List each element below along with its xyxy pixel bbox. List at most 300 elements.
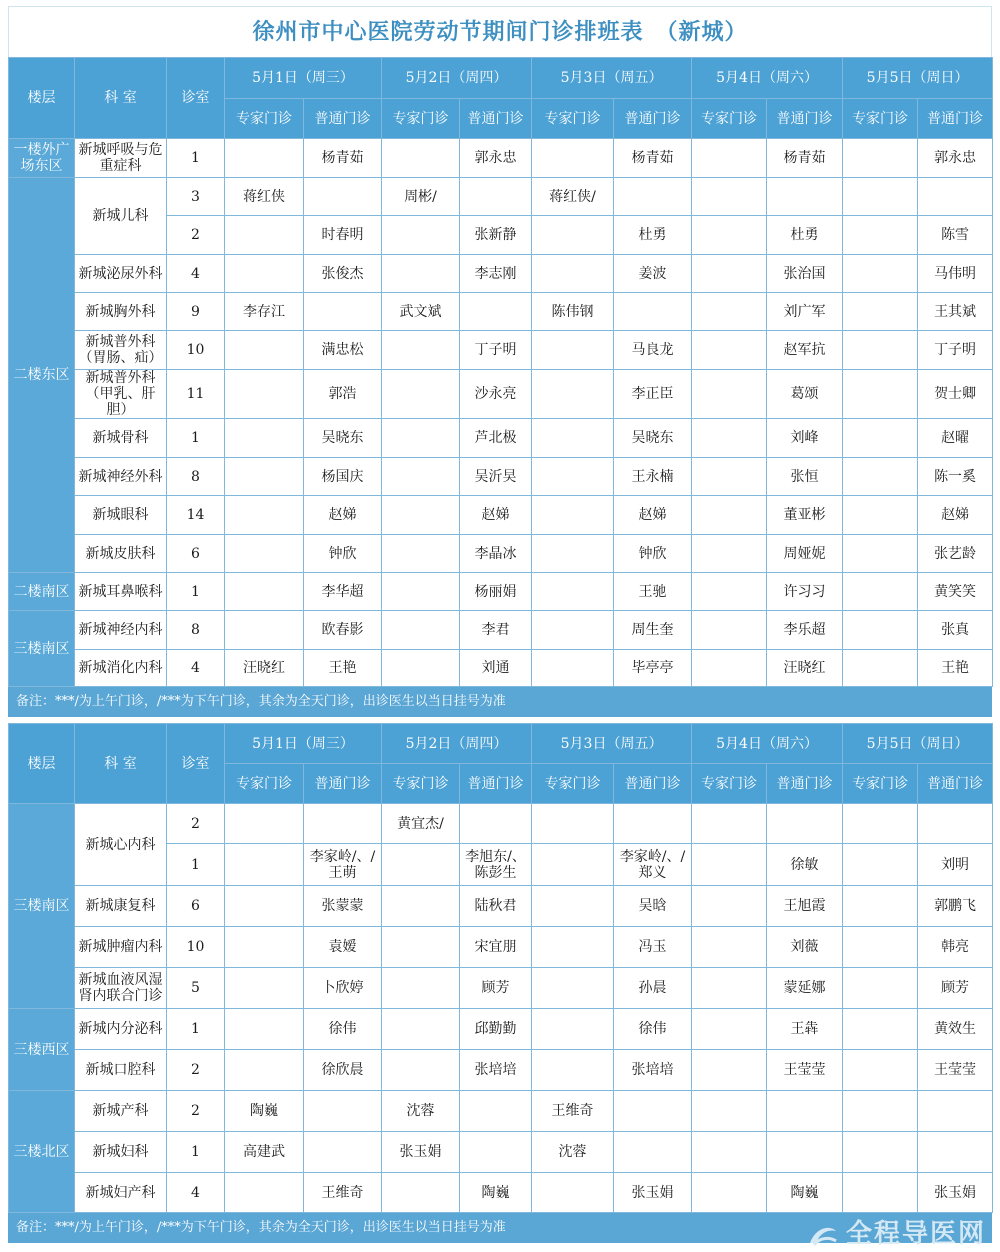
room-number: 4: [167, 255, 225, 293]
schedule-cell: 徐伟: [614, 1009, 692, 1050]
header-expert: 专家门诊: [843, 764, 918, 804]
schedule-cell: [692, 1009, 767, 1050]
dept-name: 新城内分泌科: [75, 1009, 167, 1050]
room-number: 1: [167, 1132, 225, 1173]
header-room: 诊室: [167, 724, 225, 804]
schedule-cell: 李家岭/、/王萌: [304, 844, 382, 886]
schedule-cell: [225, 496, 304, 535]
schedule-cell: 杜勇: [767, 216, 843, 255]
schedule-cell: 汪晓红: [225, 650, 304, 687]
header-floor: 楼层: [9, 58, 75, 139]
schedule-cell: [225, 370, 304, 419]
schedule-cell: [532, 927, 614, 968]
schedule-cell: 杨丽娟: [460, 573, 532, 611]
schedule-cell: [532, 968, 614, 1009]
header-day: 5月3日（周五）: [532, 724, 692, 764]
dept-name: 新城妇科: [75, 1132, 167, 1173]
table-row: [9, 573, 993, 611]
schedule-cell: 王维奇: [304, 1173, 382, 1213]
schedule-cell: 王旭霞: [767, 886, 843, 927]
schedule-cell: 孙晨: [614, 968, 692, 1009]
room-number: 6: [167, 886, 225, 927]
schedule-cell: 陈一奚: [918, 458, 993, 496]
header-row: [9, 724, 993, 764]
header-dept: 科 室: [75, 724, 167, 804]
schedule-cell: [692, 370, 767, 419]
table-row: [9, 496, 993, 535]
schedule-cell: 钟欣: [304, 535, 382, 573]
schedule-cell: 冯玉: [614, 927, 692, 968]
room-number: 8: [167, 611, 225, 650]
schedule-cell: 刘通: [460, 650, 532, 687]
schedule-cell: [225, 968, 304, 1009]
room-number: 2: [167, 216, 225, 255]
table-row: [9, 968, 993, 1009]
schedule-cell: [460, 804, 532, 844]
dept-name: 新城肿瘤内科: [75, 927, 167, 968]
schedule-cell: 徐欣晨: [304, 1050, 382, 1091]
room-number: 14: [167, 496, 225, 535]
schedule-cell: [304, 1132, 382, 1173]
schedule-cell: [843, 844, 918, 886]
table-row: [9, 139, 993, 178]
schedule-cell: [843, 611, 918, 650]
schedule-cell: [225, 1050, 304, 1091]
schedule-cell: [692, 927, 767, 968]
schedule-cell: 张蒙蒙: [304, 886, 382, 927]
schedule-cell: [843, 573, 918, 611]
dept-name: 新城产科: [75, 1091, 167, 1132]
schedule-cell: [532, 331, 614, 370]
schedule-cell: 陶巍: [460, 1173, 532, 1213]
schedule-cell: 马良龙: [614, 331, 692, 370]
schedule-cell: [460, 1091, 532, 1132]
schedule-cell: 张恒: [767, 458, 843, 496]
schedule-cell: 王永楠: [614, 458, 692, 496]
header-expert: 专家门诊: [692, 99, 767, 139]
schedule-cell: [843, 216, 918, 255]
room-number: 9: [167, 293, 225, 331]
schedule-cell: [382, 927, 460, 968]
schedule-cell: [918, 804, 993, 844]
schedule-cell: 张培培: [614, 1050, 692, 1091]
table-row: [9, 927, 993, 968]
schedule-cell: 李君: [460, 611, 532, 650]
header-expert: 专家门诊: [843, 99, 918, 139]
schedule-cell: [225, 844, 304, 886]
schedule-cell: [767, 1091, 843, 1132]
room-number: 11: [167, 370, 225, 419]
schedule-cell: [225, 419, 304, 458]
watermark: [806, 1218, 986, 1250]
schedule-cell: 赵曜: [918, 419, 993, 458]
schedule-cell: [532, 1050, 614, 1091]
schedule-cell: [225, 804, 304, 844]
schedule-cell: [692, 1050, 767, 1091]
schedule-cell: [843, 419, 918, 458]
schedule-cell: [692, 968, 767, 1009]
schedule-cell: [304, 804, 382, 844]
schedule-cell: [843, 1009, 918, 1050]
schedule-cell: 李志刚: [460, 255, 532, 293]
schedule-cell: [614, 1132, 692, 1173]
schedule-cell: [532, 419, 614, 458]
schedule-cell: 宋宜朋: [460, 927, 532, 968]
header-day: 5月2日（周四）: [382, 724, 532, 764]
schedule-cell: [692, 886, 767, 927]
schedule-cell: [843, 535, 918, 573]
schedule-cell: 芦北极: [460, 419, 532, 458]
schedule-cell: [843, 255, 918, 293]
schedule-cell: [843, 968, 918, 1009]
schedule-cell: 毕亭亭: [614, 650, 692, 687]
schedule-cell: 吴沂旲: [460, 458, 532, 496]
room-number: 10: [167, 927, 225, 968]
schedule-cell: 卜欣婷: [304, 968, 382, 1009]
header-general: 普通门诊: [918, 99, 993, 139]
floor-label: 二楼南区: [9, 573, 75, 611]
room-number: 2: [167, 1050, 225, 1091]
room-number: 1: [167, 1009, 225, 1050]
schedule-cell: 马伟明: [918, 255, 993, 293]
floor-label: 三楼西区: [9, 1009, 75, 1091]
room-number: 1: [167, 573, 225, 611]
header-general: 普通门诊: [304, 764, 382, 804]
schedule-cell: [692, 804, 767, 844]
schedule-cell: [382, 458, 460, 496]
floor-label: 一楼外广场东区: [9, 139, 75, 178]
schedule-cell: [382, 886, 460, 927]
schedule-cell: [532, 458, 614, 496]
schedule-cell: 黄宜杰/: [382, 804, 460, 844]
schedule-cell: [692, 611, 767, 650]
schedule-cell: 欧春影: [304, 611, 382, 650]
table-row: [9, 178, 993, 216]
table-row: [9, 255, 993, 293]
schedule-cell: 吴晗: [614, 886, 692, 927]
header-row: [9, 58, 993, 99]
schedule-cell: 董亚彬: [767, 496, 843, 535]
schedule-cell: [382, 496, 460, 535]
header-room: 诊室: [167, 58, 225, 139]
schedule-cell: [225, 535, 304, 573]
schedule-cell: 陈雪: [918, 216, 993, 255]
schedule-cell: [382, 370, 460, 419]
schedule-cell: 李家岭/、/郑义: [614, 844, 692, 886]
schedule-cell: 张玉娟: [918, 1173, 993, 1213]
schedule-cell: 李正臣: [614, 370, 692, 419]
schedule-cell: [692, 293, 767, 331]
schedule-cell: 赵娣: [304, 496, 382, 535]
table-row: [9, 611, 993, 650]
schedule-cell: [692, 139, 767, 178]
header-day: 5月1日（周三）: [225, 724, 382, 764]
schedule-cell: [843, 650, 918, 687]
dept-name: 新城口腔科: [75, 1050, 167, 1091]
dept-name: 新城儿科: [75, 178, 167, 255]
schedule-cell: [382, 1173, 460, 1213]
header-general: 普通门诊: [460, 99, 532, 139]
schedule-cell: [532, 370, 614, 419]
schedule-cell: 王莹莹: [918, 1050, 993, 1091]
schedule-cell: 张培培: [460, 1050, 532, 1091]
schedule-cell: [532, 496, 614, 535]
room-number: 8: [167, 458, 225, 496]
schedule-cell: [225, 886, 304, 927]
schedule-cell: 徐伟: [304, 1009, 382, 1050]
schedule-cell: [225, 611, 304, 650]
schedule-cell: 赵军抗: [767, 331, 843, 370]
schedule-cell: [225, 255, 304, 293]
dept-name: 新城普外科 （甲乳、肝胆）: [75, 370, 167, 419]
header-day: 5月5日（周日）: [843, 58, 993, 99]
schedule-cell: 陶巍: [767, 1173, 843, 1213]
schedule-cell: [614, 178, 692, 216]
watermark-text: 全程导医网: [845, 1219, 986, 1249]
schedule-cell: 时春明: [304, 216, 382, 255]
schedule-cell: 蒋红侠/: [532, 178, 614, 216]
table-row: [9, 804, 993, 844]
schedule-cell: 郭浩: [304, 370, 382, 419]
schedule-cell: 钟欣: [614, 535, 692, 573]
schedule-cell: [460, 178, 532, 216]
room-number: 6: [167, 535, 225, 573]
table-row: [9, 1091, 993, 1132]
schedule-cell: [532, 255, 614, 293]
schedule-cell: [843, 927, 918, 968]
schedule-cell: [692, 419, 767, 458]
header-day: 5月2日（周四）: [382, 58, 532, 99]
header-day: 5月5日（周日）: [843, 724, 993, 764]
page-title: 徐州市中心医院劳动节期间门诊排班表 （新城）: [8, 6, 992, 57]
room-number: 5: [167, 968, 225, 1009]
header-general: 普通门诊: [460, 764, 532, 804]
schedule-cell: [225, 139, 304, 178]
schedule-cell: [382, 611, 460, 650]
schedule-cell: [843, 804, 918, 844]
room-number: 10: [167, 331, 225, 370]
remark-note: 备注：***/为上午门诊，/***为下午门诊，其余为全天门诊，出诊医生以当日挂号为准: [8, 687, 992, 717]
schedule-cell: [918, 1091, 993, 1132]
schedule-cell: [532, 844, 614, 886]
schedule-cell: 周彬/: [382, 178, 460, 216]
schedule-cell: 王其斌: [918, 293, 993, 331]
schedule-cell: 杜勇: [614, 216, 692, 255]
header-day: 5月4日（周六）: [692, 724, 843, 764]
dept-name: 新城泌尿外科: [75, 255, 167, 293]
schedule-cell: 邱勤勤: [460, 1009, 532, 1050]
schedule-cell: [382, 573, 460, 611]
schedule-cell: 张真: [918, 611, 993, 650]
dept-name: 新城神经外科: [75, 458, 167, 496]
floor-label: 三楼南区: [9, 804, 75, 1009]
dept-name: 新城神经内科: [75, 611, 167, 650]
table-row: [9, 1050, 993, 1091]
schedule-cell: 吴晓东: [614, 419, 692, 458]
schedule-cell: 吴晓东: [304, 419, 382, 458]
schedule-table-1: [8, 57, 993, 687]
floor-label: 三楼北区: [9, 1091, 75, 1213]
schedule-cell: [382, 1050, 460, 1091]
schedule-cell: 张治国: [767, 255, 843, 293]
room-number: 4: [167, 1173, 225, 1213]
schedule-cell: [843, 139, 918, 178]
schedule-cell: 沙永亮: [460, 370, 532, 419]
remark-note: 备注：***/为上午门诊，/***为下午门诊，其余为全天门诊，出诊医生以当日挂号为准: [8, 1213, 992, 1243]
schedule-cell: 王莹莹: [767, 1050, 843, 1091]
schedule-cell: [532, 804, 614, 844]
schedule-cell: 赵娣: [918, 496, 993, 535]
dept-name: 新城普外科（胃肠、疝）: [75, 331, 167, 370]
schedule-cell: [614, 804, 692, 844]
schedule-cell: [614, 293, 692, 331]
schedule-cell: 丁子明: [918, 331, 993, 370]
header-general: 普通门诊: [304, 99, 382, 139]
schedule-cell: 汪晓红: [767, 650, 843, 687]
schedule-cell: 陈伟钢: [532, 293, 614, 331]
schedule-cell: [382, 650, 460, 687]
schedule-cell: 刘薇: [767, 927, 843, 968]
schedule-cell: [843, 178, 918, 216]
schedule-cell: [460, 293, 532, 331]
dept-name: 新城呼吸与危重症科: [75, 139, 167, 178]
schedule-cell: [767, 804, 843, 844]
schedule-cell: 沈蓉: [532, 1132, 614, 1173]
schedule-cell: 王犇: [767, 1009, 843, 1050]
schedule-cell: 王维奇: [532, 1091, 614, 1132]
schedule-cell: 郭永忠: [918, 139, 993, 178]
schedule-cell: [843, 331, 918, 370]
dept-name: 新城康复科: [75, 886, 167, 927]
schedule-cell: 蒋红侠: [225, 178, 304, 216]
schedule-cell: 刘广军: [767, 293, 843, 331]
schedule-cell: [692, 255, 767, 293]
schedule-cell: 赵娣: [614, 496, 692, 535]
schedule-cell: [614, 1091, 692, 1132]
schedule-cell: [532, 611, 614, 650]
schedule-cell: 葛颂: [767, 370, 843, 419]
schedule-table-2: [8, 723, 993, 1213]
schedule-cell: [304, 178, 382, 216]
schedule-cell: [843, 458, 918, 496]
schedule-cell: [532, 139, 614, 178]
schedule-cell: 黄笑笑: [918, 573, 993, 611]
schedule-cell: [225, 927, 304, 968]
schedule-cell: [532, 535, 614, 573]
schedule-cell: [225, 216, 304, 255]
header-expert: 专家门诊: [382, 99, 460, 139]
schedule-cell: 刘峰: [767, 419, 843, 458]
schedule-cell: 张俊杰: [304, 255, 382, 293]
schedule-cell: [843, 293, 918, 331]
table-row: [9, 1132, 993, 1173]
schedule-cell: [692, 496, 767, 535]
schedule-cell: 张艺龄: [918, 535, 993, 573]
header-expert: 专家门诊: [692, 764, 767, 804]
header-general: 普通门诊: [918, 764, 993, 804]
schedule-cell: [843, 370, 918, 419]
header-dept: 科 室: [75, 58, 167, 139]
schedule-cell: 李乐超: [767, 611, 843, 650]
schedule-cell: [692, 178, 767, 216]
schedule-cell: [532, 650, 614, 687]
schedule-cell: [532, 886, 614, 927]
schedule-cell: 沈蓉: [382, 1091, 460, 1132]
schedule-cell: 顾芳: [918, 968, 993, 1009]
schedule-cell: [460, 1132, 532, 1173]
dept-name: 新城心内科: [75, 804, 167, 886]
floor-label: 三楼南区: [9, 611, 75, 687]
dept-name: 新城骨科: [75, 419, 167, 458]
schedule-cell: 周生奎: [614, 611, 692, 650]
room-number: 1: [167, 419, 225, 458]
room-number: 2: [167, 1091, 225, 1132]
table-row: [9, 1173, 993, 1213]
schedule-cell: 袁嫒: [304, 927, 382, 968]
dept-name: 新城消化内科: [75, 650, 167, 687]
schedule-cell: 武文斌: [382, 293, 460, 331]
header-general: 普通门诊: [767, 764, 843, 804]
schedule-cell: 周娅妮: [767, 535, 843, 573]
schedule-cell: 郭永忠: [460, 139, 532, 178]
schedule-cell: [382, 535, 460, 573]
table-row: [9, 650, 993, 687]
schedule-cell: [225, 458, 304, 496]
header-expert: 专家门诊: [532, 764, 614, 804]
schedule-cell: 李华超: [304, 573, 382, 611]
schedule-cell: [692, 331, 767, 370]
schedule-cell: 高建武: [225, 1132, 304, 1173]
header-general: 普通门诊: [614, 99, 692, 139]
schedule-cell: 杨青茹: [614, 139, 692, 178]
schedule-cell: 姜波: [614, 255, 692, 293]
schedule-cell: 贺士卿: [918, 370, 993, 419]
schedule-cell: [225, 331, 304, 370]
schedule-cell: 陶巍: [225, 1091, 304, 1132]
schedule-cell: 黄效生: [918, 1009, 993, 1050]
schedule-cell: 李存江: [225, 293, 304, 331]
table-row: [9, 293, 993, 331]
schedule-cell: 满忠松: [304, 331, 382, 370]
schedule-cell: 郭鹏飞: [918, 886, 993, 927]
schedule-cell: [692, 844, 767, 886]
schedule-cell: [692, 535, 767, 573]
header-day: 5月4日（周六）: [692, 58, 843, 99]
schedule-cell: [918, 1132, 993, 1173]
schedule-cell: [382, 419, 460, 458]
schedule-cell: [304, 1091, 382, 1132]
schedule-cell: [382, 216, 460, 255]
schedule-cell: 杨国庆: [304, 458, 382, 496]
schedule-cell: 许习习: [767, 573, 843, 611]
schedule-cell: [843, 1050, 918, 1091]
schedule-cell: [843, 1132, 918, 1173]
header-general: 普通门诊: [767, 99, 843, 139]
dept-name: 新城皮肤科: [75, 535, 167, 573]
header-floor: 楼层: [9, 724, 75, 804]
schedule-cell: [843, 1173, 918, 1213]
schedule-cell: [532, 216, 614, 255]
room-number: 4: [167, 650, 225, 687]
table-row: [9, 458, 993, 496]
schedule-cell: 张新静: [460, 216, 532, 255]
table-row: [9, 886, 993, 927]
schedule-cell: 杨青茹: [767, 139, 843, 178]
schedule-cell: 陆秋君: [460, 886, 532, 927]
header-expert: 专家门诊: [532, 99, 614, 139]
schedule-cell: 张玉娟: [382, 1132, 460, 1173]
schedule-cell: [692, 1132, 767, 1173]
